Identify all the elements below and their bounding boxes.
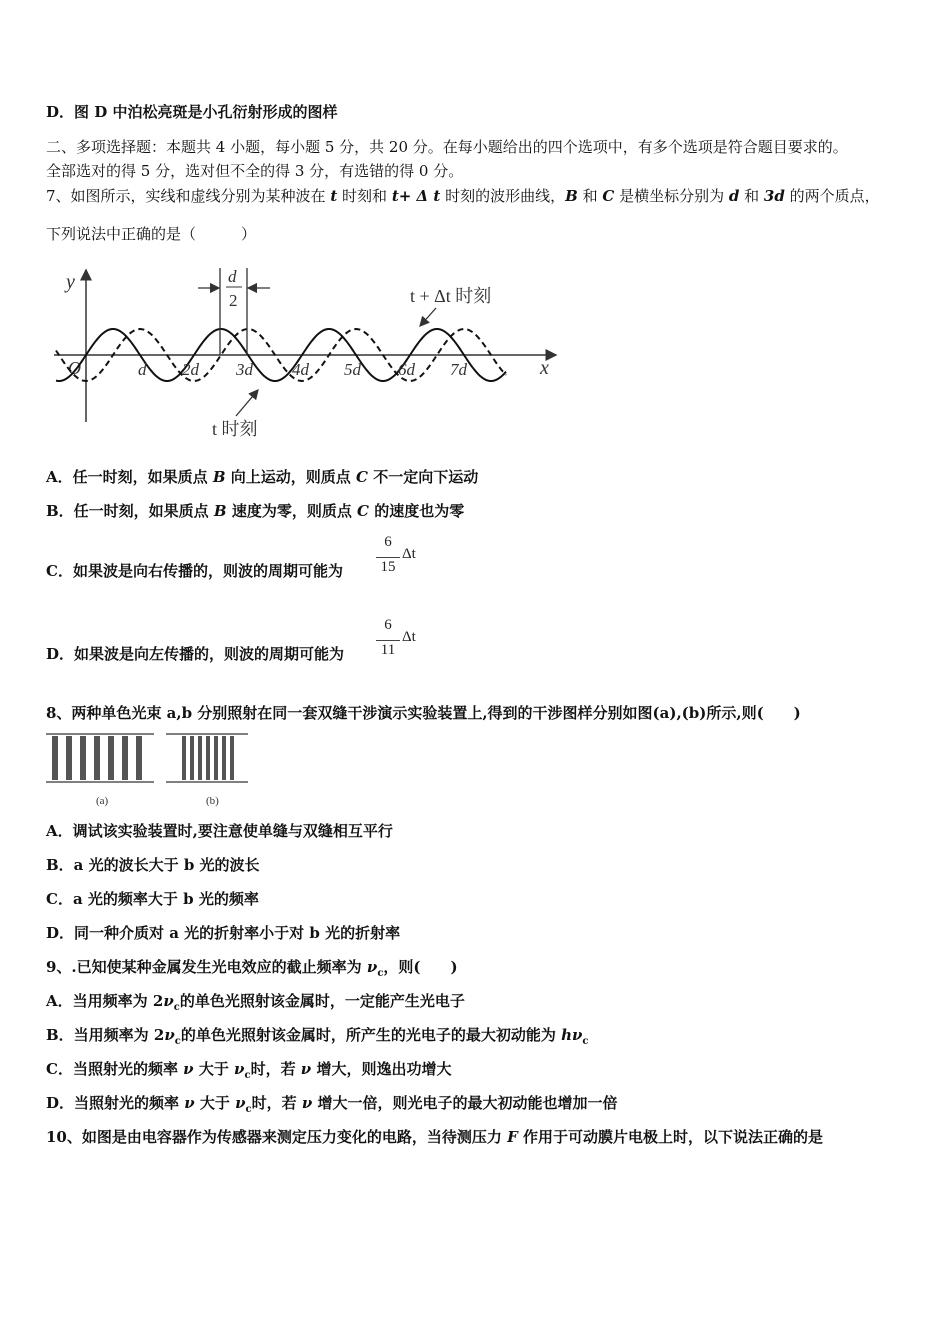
var-B: B [212,468,226,486]
q7-stem-text: 和 [577,187,603,205]
var-nu: ν [301,1094,313,1112]
subscript-c: c [174,1036,181,1047]
var-B: B [213,502,227,520]
q9-option-d [46,1093,618,1120]
q7-option-b-text: 的速度也为零 [369,502,465,520]
fringe-b-4 [206,736,210,780]
tick-label-2d: 2d [182,360,199,379]
var-B: B [565,187,578,205]
fraction-bar [376,640,400,641]
interference-patterns [46,730,256,810]
q10-stem-text: 10、如图是由电容器作为传感器来测定压力变化的电路，当待测压力 [46,1128,508,1146]
q9-option-text: 大于 [194,1094,236,1112]
pattern-b [166,734,248,782]
tick-label-7d: 7d [450,360,467,379]
q9-option-b [46,1025,589,1052]
var-t-plus-dt: t+ Δ t [391,187,441,205]
half-d-denominator: 2 [229,291,238,310]
q7-option-a-text: 向上运动，则质点 [225,468,357,486]
q7-option-a-text: A．任一时刻，如果质点 [46,468,213,486]
q7-stem-text: 是横坐标分别为 [614,187,729,205]
tick-label-4d: 4d [292,360,309,379]
var-nu: ν [366,958,378,976]
var-nu: ν [234,1060,245,1078]
q8-option-c: C．a 光的频率大于 b 光的频率 [46,890,259,908]
fringe-b-3 [198,736,202,780]
var-nu: ν [163,992,174,1010]
section2-line1: 二、多项选择题：本题共 4 小题，每小题 5 分，共 20 分。在每小题给出的四个选项中，有多个选项是符合题目要求的。 [46,138,848,156]
q7-stem-line1 [46,186,880,206]
fraction-bar [376,557,400,558]
var-3d: 3d [763,187,785,205]
var-C: C [356,468,368,486]
delta-t: Δt [402,629,416,645]
half-d-numerator: d [228,267,237,286]
fraction-denominator: 11 [380,642,396,658]
dashed-label-pointer [420,308,436,326]
var-nu: ν [164,1026,175,1044]
pattern-a-label: (a) [96,795,109,807]
var-nu: ν [572,1026,583,1044]
q9-option-text: C．当照射光的频率 [46,1060,184,1078]
q7-option-b [46,501,464,521]
q7-option-d: D．如果波是向左传播的，则波的周期可能为 [46,645,345,663]
x-axis-label: x [540,357,549,379]
tick-label-d: d [138,360,147,379]
pattern-a [46,734,154,782]
q7-stem-text: 时刻的波形曲线， [440,187,566,205]
origin-label: O [68,358,81,378]
q9-option-text: A．当用频率为 2 [46,992,164,1010]
q9-stem-text: 9、.已知使某种金属发生光电效应的截止频率为 [46,958,367,976]
q9-stem-text: ，则( ) [383,958,458,976]
var-t: t [330,187,338,205]
fringe-b-6 [222,736,226,780]
fringe-b-5 [214,736,218,780]
var-nu: ν [235,1094,246,1112]
var-nu: ν [184,1094,195,1112]
fraction-numerator: 6 [384,534,392,550]
tick-label-3d: 3d [236,360,253,379]
fraction-numerator: 6 [384,617,392,633]
q9-option-text: 大于 [193,1060,235,1078]
fringe-a-1 [52,736,58,780]
q9-option-text: 时，若 [250,1060,301,1078]
wave-figure [48,260,568,450]
q10-stem-text: 作用于可动膜片电极上时，以下说法正确的是 [517,1128,823,1146]
q8-stem: 8、两种单色光束 a,b 分别照射在同一套双缝干涉演示实验装置上,得到的干涉图样分别如图(a),(b)所示,则( ) [46,704,801,722]
var-C: C [357,502,369,520]
q7-stem-text: 和 [739,187,764,205]
subscript-c: c [245,1104,252,1115]
q6-option-d: D．图 D 中泊松亮斑是小孔衍射形成的图样 [46,103,338,121]
fringe-a-6 [122,736,128,780]
fringe-a-4 [94,736,100,780]
delta-t: Δt [402,546,416,562]
var-F: F [507,1128,518,1146]
q7-option-c-fraction [376,534,436,582]
q9-option-text: 增大，则逸出功增大 [311,1060,452,1078]
fringe-a-7 [136,736,142,780]
subscript-c: c [244,1070,251,1081]
q9-option-a [46,991,465,1018]
q9-option-text: 增大一倍，则光电子的最大初动能也增加一倍 [312,1094,618,1112]
q9-option-text: B．当用频率为 2 [46,1026,165,1044]
q9-option-text: 的单色光照射该金属时，一定能产生光电子 [179,992,465,1010]
fraction-denominator: 15 [380,559,396,575]
tick-label-6d: 6d [398,360,415,379]
q9-option-text: 的单色光照射该金属时，所产生的光电子的最大初动能为 [180,1026,562,1044]
fringe-a-3 [80,736,86,780]
var-nu: ν [183,1060,194,1078]
q10-stem [46,1127,823,1147]
subscript-c: c [173,1002,180,1013]
var-nu: ν [300,1060,312,1078]
q9-stem [46,957,458,984]
section2-line2: 全部选对的得 5 分，选对但不全的得 3 分，有选错的得 0 分。 [46,162,464,180]
q7-stem-line2: 下列说法中正确的是（ ） [46,225,257,243]
q8-option-a: A．调试该实验装置时,要注意使单缝与双缝相互平行 [46,822,393,840]
q7-stem-text: 时刻和 [337,187,392,205]
tick-label-5d: 5d [344,360,361,379]
solid-wave-label: t 时刻 [212,419,258,439]
var-h: h [561,1026,572,1044]
fringe-b-7 [230,736,234,780]
solid-label-pointer [236,390,258,416]
q9-option-text: D．当照射光的频率 [46,1094,185,1112]
fringe-b-1 [182,736,186,780]
subscript-c: c [377,968,384,979]
q7-option-d-fraction [376,617,436,665]
q8-option-b: B．a 光的波长大于 b 光的波长 [46,856,260,874]
q7-option-a-text: 不一定向下运动 [367,468,479,486]
q7-option-b-text: 速度为零，则质点 [226,502,358,520]
fringe-a-5 [108,736,114,780]
q9-option-text: 时，若 [251,1094,302,1112]
q7-option-a [46,467,478,487]
dashed-wave-label: t + Δt 时刻 [410,286,492,306]
y-axis-label: y [66,271,75,293]
q7-option-b-text: B．任一时刻，如果质点 [46,502,214,520]
fringe-a-2 [66,736,72,780]
q9-option-c [46,1059,451,1086]
var-d: d [728,187,740,205]
var-C: C [602,187,615,205]
fringe-b-2 [190,736,194,780]
pattern-b-label: (b) [206,795,219,807]
q7-stem-text: 7、如图所示，实线和虚线分别为某种波在 [46,187,331,205]
subscript-c: c [582,1036,589,1047]
q8-option-d: D．同一种介质对 a 光的折射率小于对 b 光的折射率 [46,924,401,942]
q7-option-c: C．如果波是向右传播的，则波的周期可能为 [46,562,343,580]
q7-stem-text: 的两个质点， [784,187,880,205]
